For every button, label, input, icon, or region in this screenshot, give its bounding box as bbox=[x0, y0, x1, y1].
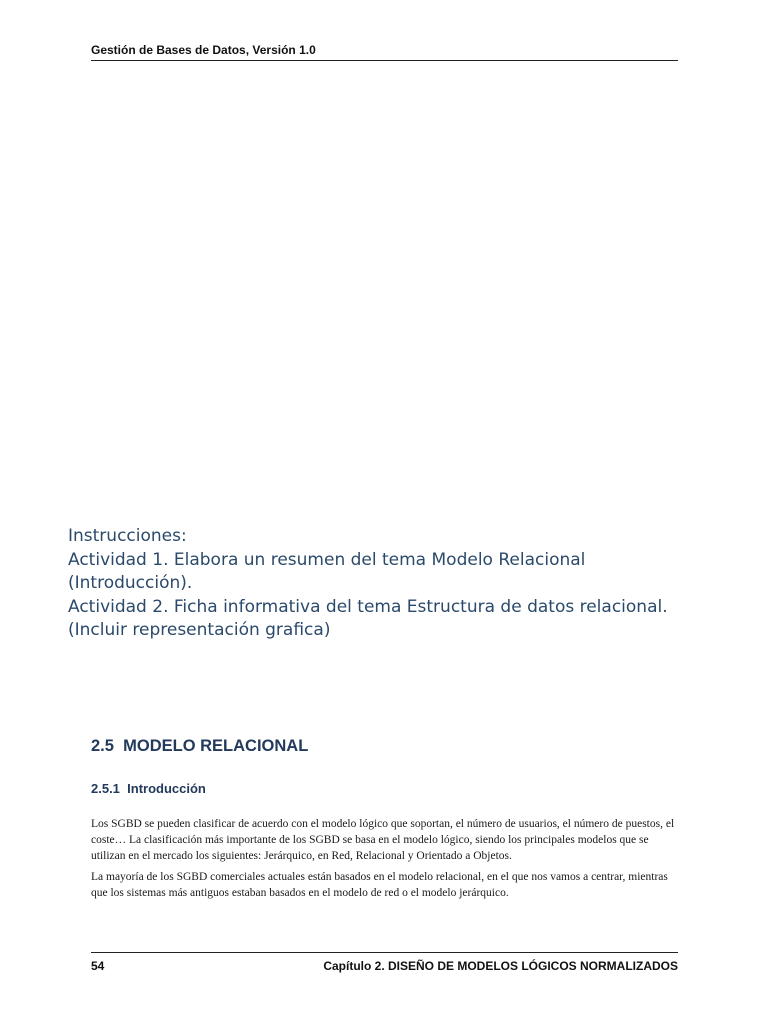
section-title: MODELO RELACIONAL bbox=[123, 737, 309, 755]
instructions-line: (Incluir representación grafica) bbox=[68, 620, 331, 640]
instructions-line: Actividad 1. Elabora un resumen del tema Modelo Relacional bbox=[68, 549, 586, 570]
section-heading bbox=[91, 737, 308, 756]
running-header bbox=[91, 43, 678, 61]
section-number: 2.5 bbox=[91, 737, 114, 755]
instructions-line: Instrucciones: bbox=[68, 526, 187, 546]
body-paragraph: La mayoría de los SGBD comerciales actuales están basados en el modelo relacional, en el que nos vamos a centrar, mientras que los sistemas más antiguos estaban basados en el modelo de red o el modelo jerárquico. bbox=[91, 871, 668, 899]
instructions-line: (Introducción). bbox=[68, 573, 193, 593]
running-header-title: Gestión de Bases de Datos, Versión 1.0 bbox=[91, 43, 316, 57]
subsection-heading bbox=[91, 781, 206, 796]
chapter-title: Capítulo 2. DISEÑO DE MODELOS LÓGICOS NORMALIZADOS bbox=[323, 959, 678, 973]
subsection-number: 2.5.1 bbox=[91, 781, 120, 796]
page-footer bbox=[91, 952, 678, 973]
page-number: 54 bbox=[91, 959, 105, 973]
instructions-line: Actividad 2. Ficha informativa del tema Estructura de datos relacional. bbox=[68, 596, 668, 617]
body-paragraph: Los SGBD se pueden clasificar de acuerdo con el modelo lógico que soportan, el número de usuarios, el número de puestos, el coste… La clasificación más importante de los SGBD se basa en el modelo lógico, siendo los principales modelos que se utilizan en el mercado los siguientes: Jerárquico, en Red, Relacional y Orientado a Objetos. bbox=[91, 818, 675, 862]
instructions-block bbox=[68, 525, 748, 643]
subsection-title: Introducción bbox=[127, 781, 206, 796]
